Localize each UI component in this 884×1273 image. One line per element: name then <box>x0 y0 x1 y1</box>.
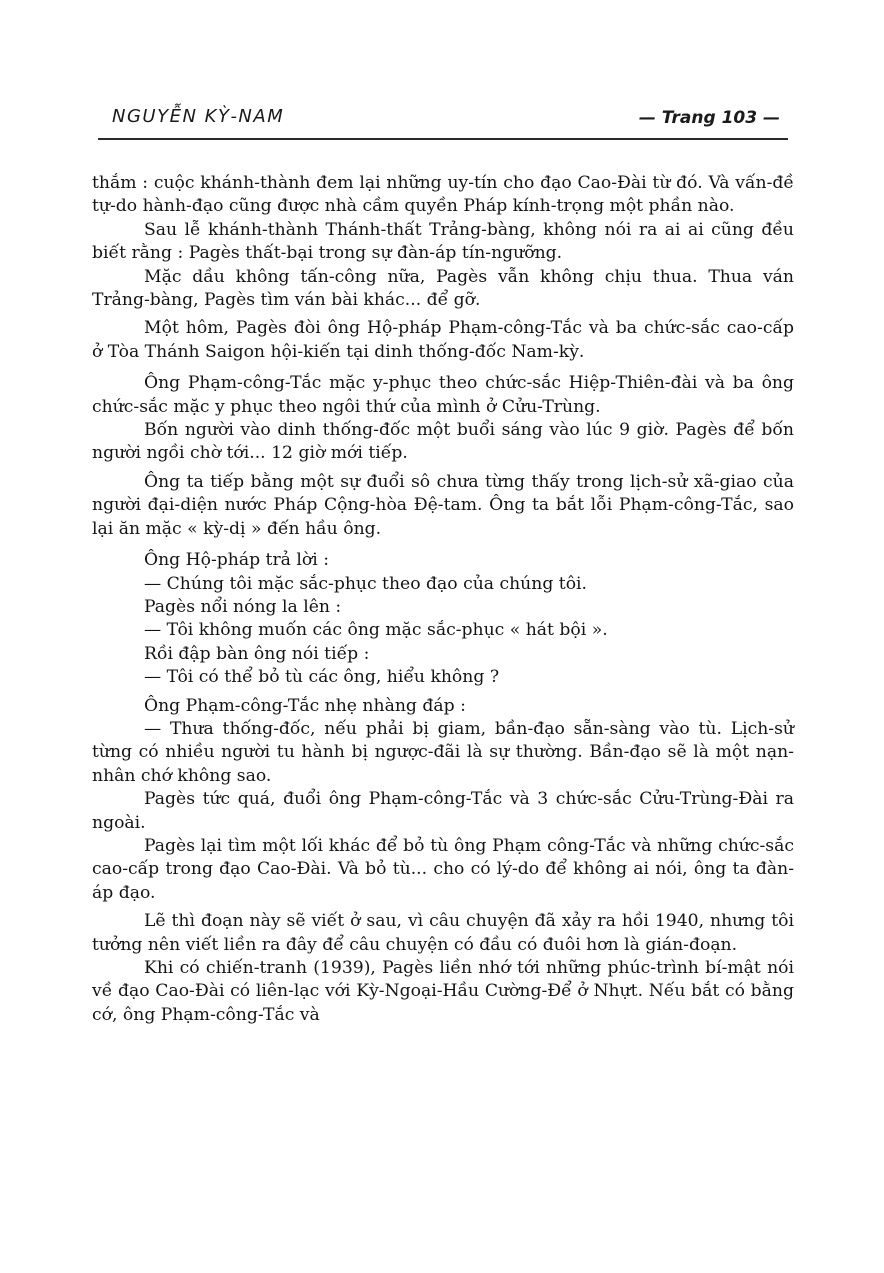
author-name: NGUYỄN KỲ-NAM <box>112 106 285 127</box>
page-header <box>112 106 780 136</box>
paragraph-3: Mặc dầu không tấn-công nữa, Pagès vẫn không chịu thua. Thua ván Trảng-bàng, Pagès tìm ván bài khác... để gỡ. <box>92 266 794 311</box>
paragraph-13: — Tôi có thể bỏ tù các ông, hiểu không ? <box>144 667 500 688</box>
body-text <box>92 172 794 1027</box>
paragraph-16: Pagès tức quá, đuổi ông Phạm-công-Tắc và 3 chức-sắc Cửu-Trùng-Đài ra ngoài. <box>92 789 794 833</box>
paragraph-5: Ông Phạm-công-Tắc mặc y-phục theo chức-sắc Hiệp-Thiên-đài và ba ông chức-sắc mặc y phục theo ngôi thứ của mình ở Cửu-Trùng. <box>92 373 794 417</box>
paragraph-18: Lẽ thì đoạn này sẽ viết ở sau, vì câu chuyện đã xảy ra hồi 1940, nhưng tôi tưởng nên viết liền ra đây để câu chuyện có đầu có đuôi hơn là gián-đoạn. <box>92 911 794 955</box>
paragraph-6: Bốn người vào dinh thống-đốc một buổi sáng vào lúc 9 giờ. Pagès để bốn người ngồi chờ tới... 12 giờ mới tiếp. <box>92 420 794 464</box>
page-number: — Trang 103 — <box>638 108 780 128</box>
paragraph-4: Một hôm, Pagès đòi ông Hộ-pháp Phạm-công-Tắc và ba chức-sắc cao-cấp ở Tòa Thánh Saigon hội-kiến tại dinh thống-đốc Nam-kỳ. <box>92 318 794 362</box>
paragraph-10: Pagès nổi nóng la lên : <box>144 596 342 617</box>
paragraph-2: Sau lễ khánh-thành Thánh-thất Trảng-bàng, không nói ra ai ai cũng đều biết rằng : Pagès thất-bại trong sự đàn-áp tín-ngưỡng. <box>92 219 794 264</box>
paragraph-17: Pagès lại tìm một lối khác để bỏ tù ông Phạm công-Tắc và những chức-sắc cao-cấp trong đạo Cao-Đài. Và bỏ tù... cho có lý-do để không ai nói, ông ta đàn-áp đạo. <box>92 835 794 903</box>
paragraph-15: — Thưa thống-đốc, nếu phải bị giam, bần-đạo sẵn-sàng vào tù. Lịch-sử từng có nhiều người tu hành bị ngược-đãi là sự thường. Bần-đạo sẽ là một nạn-nhân chớ không sao. <box>92 718 794 786</box>
paragraph-9: — Chúng tôi mặc sắc-phục theo đạo của chúng tôi. <box>144 573 587 594</box>
paragraph-7: Ông ta tiếp bằng một sự đuổi sô chưa từng thấy trong lịch-sử xã-giao của người đại-diện nước Pháp Cộng-hòa Đệ-tam. Ông ta bắt lỗi Phạm-công-Tắc, sao lại ăn mặc « kỳ-dị » đến hầu ông. <box>92 471 794 539</box>
paragraph-8: Ông Hộ-pháp trả lời : <box>144 550 329 571</box>
paragraph-1: thắm : cuộc khánh-thành đem lại những uy-tín cho đạo Cao-Đài từ đó. Và vấn-đề tự-do hành-đạo cũng được nhà cầm quyền Pháp kính-trọng một phần nào. <box>92 173 794 217</box>
paragraph-12: Rồi đập bàn ông nói tiếp : <box>144 643 370 664</box>
paragraph-19: Khi có chiến-tranh (1939), Pagès liền nhớ tới những phúc-trình bí-mật nói về đạo Cao-Đài có liên-lạc với Kỳ-Ngoại-Hầu Cường-Để ở Nhựt. Nếu bắt có bằng cớ, ông Phạm-công-Tắc và <box>92 958 794 1025</box>
header-rule <box>98 138 788 140</box>
paragraph-11: — Tôi không muốn các ông mặc sắc-phục « hát bội ». <box>144 620 608 641</box>
paragraph-14: Ông Phạm-công-Tắc nhẹ nhàng đáp : <box>144 695 466 716</box>
